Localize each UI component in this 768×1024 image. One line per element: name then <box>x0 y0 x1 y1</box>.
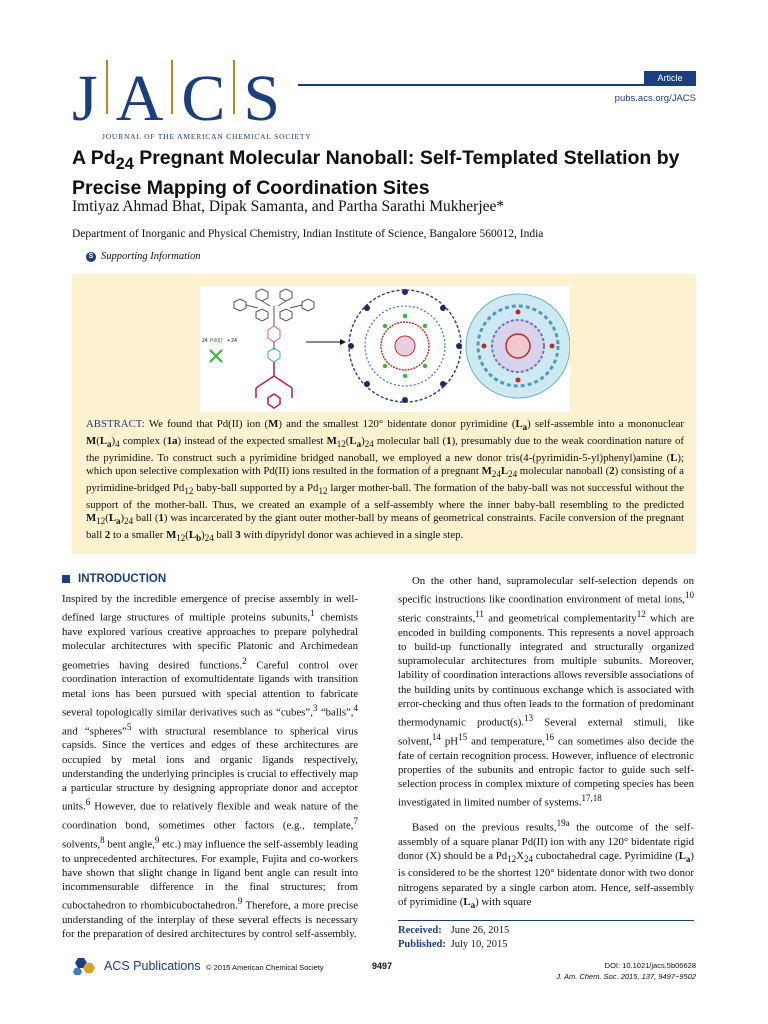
published-date-row <box>398 938 694 952</box>
copyright-notice: © 2015 American Chemical Society <box>206 963 324 972</box>
received-date-row <box>398 924 694 938</box>
intro-paragraph: On the other hand, supramolecular self-selection depends on specific instructions like coordination environment of metal ions,$^{10}$ steric constraints,$^{11}$ and geometrical complementarity$^{12}$ which are encoded in building components. This represents a novel approach to build-up functionally integrated and structurally organized supramolecular architectures from multiple subunits. Moreover, lability of coordination interactions allows reversible associations of the building units by continuous exchange which is associated with error-checking and thus often leads to the formation of predominant thermodynamic product(s).$^{13}$ Several external stimuli, like solvent,$^{14}$ $pH^{15}$ and temperature,$^{16}$ can sometimes also decide the fate of certain recognition process. However, influence of electronic properties of the subunits and entropic factor to guide such self-selection process in complex mixture of competing species has been investigated in limited number of systems.$^{17,18}$ <box>398 575 694 809</box>
toc-graphic <box>200 286 570 412</box>
page-number: 9497 <box>372 961 393 971</box>
journal-subtitle: JOURNAL OF THE AMERICAN CHEMICAL SOCIETY <box>102 132 312 141</box>
published-date: July 10, 2015 <box>450 939 508 950</box>
acs-hexagon-icon <box>72 956 98 976</box>
logo-letter: J <box>72 62 98 135</box>
article-title: A $Pd_{24}$ Pregnant Molecular Nanoball: Self-Templated Stellation by Precise Mapping of Coordination Sites <box>72 147 680 199</box>
journal-citation: J. Am. Chem. Soc. 2015, 137, 9497−9502 <box>556 972 696 981</box>
section-marker-icon <box>62 575 70 583</box>
logo-letter: S <box>243 62 281 135</box>
space-filling-nanoball <box>466 294 570 398</box>
doi-link[interactable]: DOI: 10.1021/jacs.5b06628 <box>604 961 696 970</box>
logo-letter: C <box>181 62 226 135</box>
author-list[interactable]: Imtiyaz Ahmad Bhat, Dipak Samanta, and Partha Sarathi Mukherjee* <box>72 198 505 215</box>
left-column <box>62 572 358 941</box>
logo-letter: A <box>115 62 164 135</box>
pd-cross-icon <box>210 350 222 362</box>
reagent-plus-label: + 24 <box>227 338 237 344</box>
acs-publications-logo[interactable] <box>72 956 201 976</box>
affiliation: Department of Inorganic and Physical Chemistry, Indian Institute of Science, Bangalore 560012, India <box>72 228 544 240</box>
logo-divider <box>233 60 235 114</box>
nanoball-structure <box>348 289 462 403</box>
intro-paragraph: Inspired by the incredible emergence of precise assembly in well-defined large structures of multiple proteins subunits,$^1$ chemists have explored various creative approaches to prepare polyhedral molecular architectures with specific Platonic and Archimedean geometries having desired functions.$^2$ Careful control over coordination interaction of exomultidentate ligands with transition metal ions has been pursued with special attention to fabricate several topologically similar derivatives such as “cubes”,$^3$ “balls”,$^4$ and “spheres”$^5$ with structural resemblance to spherical virus capsids. Since the vertices and edges of these architectures are occupied by metal ions and organic ligands respectively, understanding the underlying principles is crucial to effectively map a particular structure by designing appropriate donor and acceptor units.$^6$ However, due to relatively flexible and weak nature of the coordination bond, sometimes other factors (e.g., template,$^7$ solvents,$^8$ bent angle,$^9$ etc.) may influence the self-assembly leading to unprecedented architectures. For example, Fujita and co-workers have shown that slight change in ligand bent angle can result into incommensurable difference in the final structures; from cuboctahedron to rhombicuboctahedron.$^9$ Therefore, a more precise understanding of the interplay of these several effects is necessary for the preparation of desired architectures by control self-assembly. <box>62 593 359 941</box>
supporting-info-label: Supporting Information <box>101 251 201 262</box>
section-heading-label: INTRODUCTION <box>78 573 167 585</box>
abstract-box <box>72 274 696 554</box>
masthead <box>72 60 696 140</box>
masthead-rule <box>298 84 696 86</box>
received-date: June 26, 2015 <box>450 925 510 936</box>
abstract-body: We found that Pd(II) ion (M) and the smallest 120° bidentate donor pyrimidine $(L_a)$ self-assemble into a mononuclear $M(L_a)_4$ complex (1a) instead of the expected smallest $M_{12}(L_a)_{24}$ molecular ball (1), presumably due to the weak coordination nature of the pyrimidine. To construct such a pyrimidine bridged nanoball, we employed a new donor tris(4-(pyrimidin-5-yl)phenyl)amine (L); which upon selective complexation with Pd(II) ions resulted in the formation of a pregnant $M_{24}L_{24}$ molecular nanoball (2) consisting of a pyrimidine-bridged $Pd_{12}$ baby-ball supported by a $Pd_{12}$ larger mother-ball. The formation of the baby-ball was not successful without the support of the mother-ball. Thus, we created an example of a self-assembly where the inner baby-ball resembling to the predicted $M_{12}(L_a)_{24}$ ball (1) was incarcerated by the giant outer mother-ball by means of geometrical constraints. Facile conversion of the pregnant ball 2 to a smaller $M_{12}(L_b)_{24}$ ball 3 with dipyridyl donor was achieved in a single step. <box>86 418 685 544</box>
published-label: Published: <box>398 939 446 950</box>
reaction-arrow <box>306 339 346 345</box>
pd-metal-label: Pd(II) <box>210 338 223 344</box>
article-type-badge: Article <box>644 71 696 85</box>
logo-divider <box>106 60 108 114</box>
right-column <box>398 574 694 912</box>
page-footer <box>72 956 696 992</box>
reagent-count-label: 24 <box>202 338 208 344</box>
received-label: Received: <box>398 925 442 936</box>
section-heading-introduction <box>62 572 358 586</box>
publication-dates <box>398 920 694 952</box>
abstract-label: ABSTRACT: <box>86 418 145 430</box>
supporting-info-icon: S <box>86 252 96 262</box>
supporting-info-link[interactable] <box>86 251 200 262</box>
journal-url-link[interactable]: pubs.acs.org/JACS <box>614 93 696 104</box>
logo-divider <box>171 60 173 114</box>
publisher-name: ACS Publications <box>104 959 201 973</box>
abstract-text <box>86 418 684 546</box>
toc-graphic-svg <box>200 286 570 412</box>
ligand-structure <box>234 289 314 408</box>
intro-paragraph: Based on the previous results,$^{19a}$ the outcome of the self-assembly of a square planar Pd(II) ion with any 120° bidentate rigid donor (X) should be a $Pd_{12}X_{24}$ cuboctahedral cage. Pyrimidine $(L_a)$ is considered to be the shortest 120° bidentate donor with two donor nitrogens separated by a single carbon atom. Hence, self-assembly of pyrimidine $(L_a)$ with square <box>398 818 695 910</box>
journal-logo[interactable] <box>72 60 280 136</box>
